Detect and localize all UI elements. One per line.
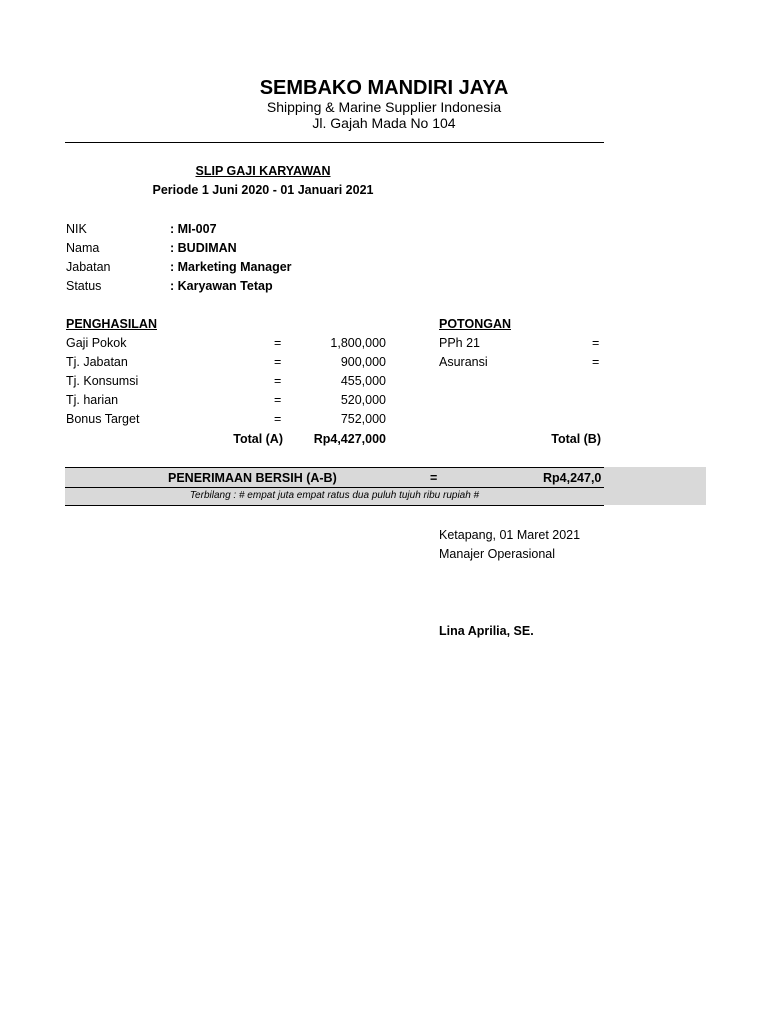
slip-period: Periode 1 Juni 2020 - 01 Januari 2021 [152,183,374,197]
income-item-label: Bonus Target [66,412,140,426]
income-item-label: Tj. harian [66,393,119,407]
income-item-amount: 455,000 [340,374,386,388]
income-item-eq: = [274,336,282,350]
deduction-item-label: Asuransi [439,355,488,369]
employee-value-nama: : BUDIMAN [170,241,237,255]
company-name: SEMBAKO MANDIRI JAYA [259,77,509,99]
income-item-amount: 1,800,000 [330,336,386,350]
signature-position: Manajer Operasional [439,547,556,561]
net-pay-label: PENERIMAAN BERSIH (A-B) [168,471,337,485]
signature-place-date: Ketapang, 01 Maret 2021 [439,528,581,542]
employee-label-jabatan: Jabatan [66,260,111,274]
income-item-amount: 900,000 [340,355,386,369]
header-divider [65,142,604,143]
employee-label-status: Status [66,279,102,293]
company-address: Jl. Gajah Mada No 104 [312,115,456,131]
deduction-total-label: Total (B) [551,432,601,446]
employee-value-jabatan: : Marketing Manager [170,260,292,274]
signature-name: Lina Aprilia, SE. [439,624,534,638]
income-item-amount: 752,000 [340,412,386,426]
income-item-amount: 520,000 [340,393,386,407]
slip-title: SLIP GAJI KARYAWAN [195,164,331,178]
net-pay-bottom-line [65,505,604,506]
income-item-label: Tj. Jabatan [66,355,128,369]
income-item-eq: = [274,355,282,369]
deduction-item-eq: = [592,355,600,369]
income-total-value: Rp4,427,000 [313,432,386,446]
deduction-heading: POTONGAN [439,317,511,331]
income-heading: PENGHASILAN [66,317,157,331]
employee-value-nik: : MI-007 [170,222,217,236]
employee-label-nik: NIK [66,222,87,236]
income-item-eq: = [274,412,282,426]
employee-value-status: : Karyawan Tetap [170,279,273,293]
deduction-item-label: PPh 21 [439,336,481,350]
employee-label-nama: Nama [66,241,100,255]
income-item-label: Gaji Pokok [66,336,127,350]
deduction-item-eq: = [592,336,600,350]
net-pay-value: Rp4,247,0 [543,471,602,485]
net-pay-spelled: Terbilang : # empat juta empat ratus dua puluh tujuh ribu rupiah # [189,490,480,501]
income-item-eq: = [274,374,282,388]
income-item-label: Tj. Konsumsi [66,374,139,388]
company-tagline: Shipping & Marine Supplier Indonesia [266,99,502,115]
net-pay-eq: = [430,471,438,485]
net-pay-top-line [65,467,604,468]
income-total-label: Total (A) [233,432,283,446]
income-item-eq: = [274,393,282,407]
net-pay-mid-line [65,487,604,488]
